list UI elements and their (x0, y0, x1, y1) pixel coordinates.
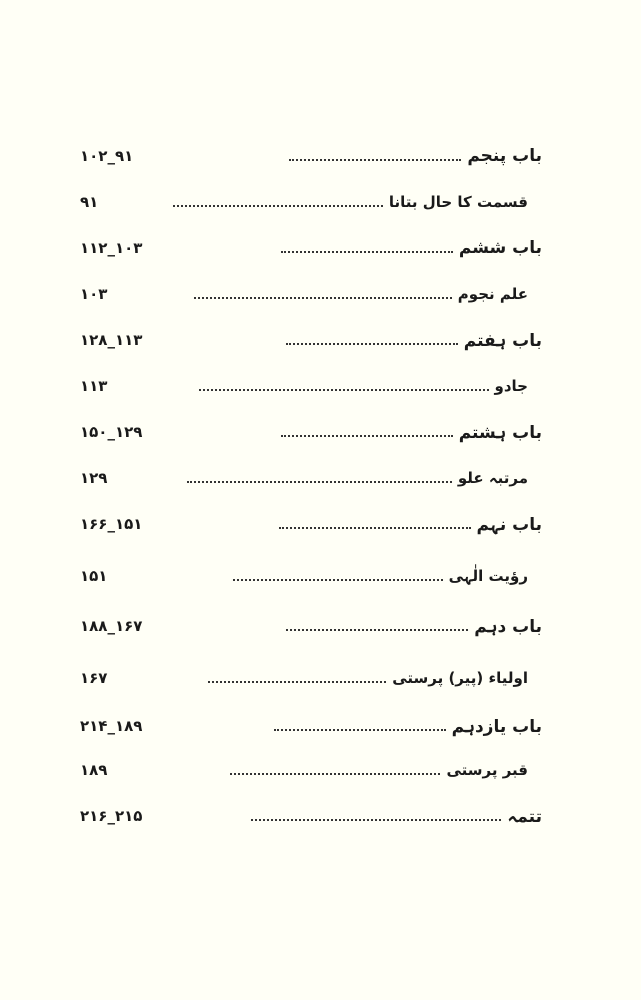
toc-entry-pages: ۱۶۶_۱۵۱ (80, 515, 143, 533)
toc-entry (80, 508, 542, 540)
toc-entry (80, 232, 542, 264)
toc-entry (80, 560, 542, 592)
toc-entry-title: قسمت کا حال بتانا (388, 193, 528, 211)
dot-leader (208, 681, 386, 683)
toc-entry-pages: ۱۱۲_۱۰۳ (80, 239, 143, 257)
toc-entry-title: باب ہفتم (463, 330, 542, 351)
toc-entry-pages: ۱۶۷ (80, 669, 108, 687)
toc-entry (80, 754, 542, 786)
toc-entry (80, 462, 542, 494)
toc-entry-pages: ۲۱۴_۱۸۹ (80, 717, 143, 735)
toc-entry-title: علم نجوم (457, 285, 528, 303)
toc-entry-pages: ۱۰۲_۹۱ (80, 147, 134, 165)
toc-entry-pages: ۱۸۸_۱۶۷ (80, 617, 143, 635)
toc-entry-title: اولیاء (پیر) پرستی (392, 669, 528, 687)
dot-leader (281, 435, 453, 437)
dot-leader (194, 297, 452, 299)
toc-entry (80, 416, 542, 448)
toc-entry-pages: ۱۱۳ (80, 377, 108, 395)
toc-entry (80, 710, 542, 742)
dot-leader (251, 819, 501, 821)
toc-entry-title: رؤیت الٰہی (448, 567, 528, 585)
toc-entry (80, 140, 542, 172)
toc-entry-title: باب ہشتم (458, 422, 542, 443)
toc-entry-pages: ۲۱۶_۲۱۵ (80, 807, 143, 825)
dot-leader (274, 729, 446, 731)
toc-entry-title: باب ششم (458, 238, 542, 258)
dot-leader (286, 629, 468, 631)
toc-entry (80, 610, 542, 642)
toc-entry (80, 370, 542, 402)
toc-entry-title: تتمہ (507, 806, 542, 827)
toc-entry (80, 662, 542, 694)
toc-entry (80, 800, 542, 832)
toc-entry-title: قبر پرستی (446, 761, 528, 779)
toc-entry-title: باب نہم (476, 514, 542, 535)
toc-entry-pages: ۱۸۹ (80, 761, 108, 779)
dot-leader (199, 389, 489, 391)
toc-entry-pages: ۱۰۳ (80, 285, 108, 303)
dot-leader (187, 481, 452, 483)
toc-entry-pages: ۹۱ (80, 193, 99, 211)
toc-entry-title: مرتبہ علو (457, 469, 528, 487)
toc-entry-title: باب دہم (474, 616, 542, 637)
dot-leader (233, 579, 443, 581)
toc-entry-title: جادو (494, 377, 528, 395)
toc-entry-title: باب یازدہم (451, 716, 542, 737)
dot-leader (173, 205, 383, 207)
dot-leader (281, 251, 453, 253)
toc-entry-pages: ۱۵۱ (80, 567, 108, 585)
toc-entry (80, 324, 542, 356)
toc-entry (80, 186, 542, 218)
toc-entry-pages: ۱۲۸_۱۱۳ (80, 331, 143, 349)
dot-leader (279, 527, 471, 529)
toc-entry (80, 278, 542, 310)
toc-entry-pages: ۱۲۹ (80, 469, 108, 487)
dot-leader (230, 773, 440, 775)
dot-leader (289, 159, 461, 161)
toc-entry-title: باب پنجم (467, 146, 542, 166)
dot-leader (286, 343, 458, 345)
toc-entry-pages: ۱۵۰_۱۲۹ (80, 423, 143, 441)
